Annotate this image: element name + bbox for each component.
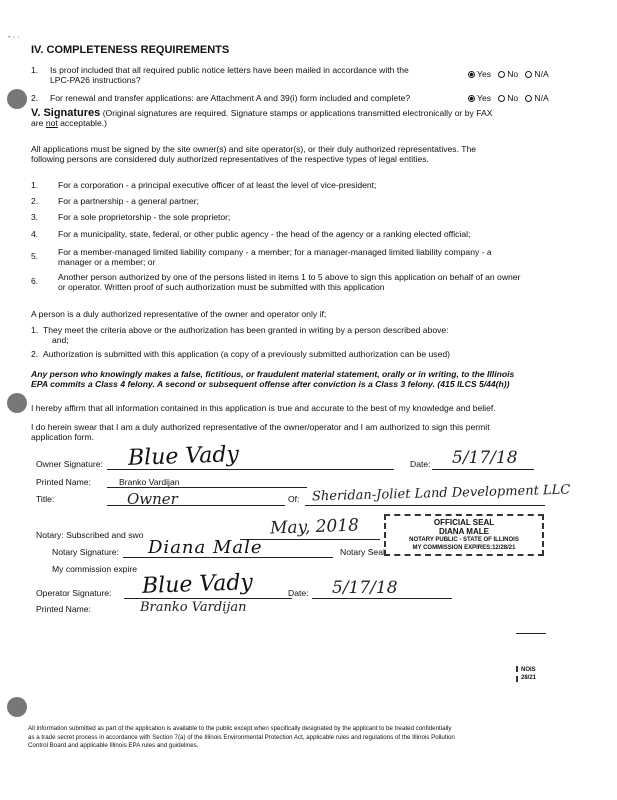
printed-name-label: Printed Name: — [36, 477, 91, 487]
of-label: Of: — [288, 494, 300, 504]
seal-fragment: NOIS 28/21 — [516, 666, 536, 682]
owner-signature-label: Owner Signature: — [36, 459, 103, 469]
yes-radio[interactable] — [468, 71, 475, 78]
no-radio[interactable] — [498, 71, 505, 78]
margin-rule — [516, 633, 546, 634]
operator-printed-name-label: Printed Name: — [36, 604, 91, 614]
notary-signature-label: Notary Signature: — [52, 547, 119, 557]
notary-signature[interactable]: Diana Male — [148, 537, 263, 558]
top-mark: - · · — [8, 32, 20, 41]
official-seal-stamp: OFFICIAL SEAL DIANA MALE NOTARY PUBLIC - STATE OF ILLINOIS MY COMMISSION EXPIRES:12/28/21 — [384, 514, 544, 556]
operator-signature[interactable]: Blue Vady — [141, 570, 254, 599]
owner-date-line — [432, 469, 534, 470]
punch-hole-bottom — [7, 697, 27, 717]
yes-radio[interactable] — [468, 95, 475, 102]
felony-warning: Any person who knowingly makes a false, fictitious, or fraudulent material statement, orally or in writing, to the Illinois EPA commits a Class 4 felony. A second or subsequent offense after conviction is a Class 3 felony. (415 ILCS 5/44(h)) — [31, 369, 515, 389]
notary-seal-label: Notary Seal — [340, 547, 385, 557]
operator-signature-label: Operator Signature: — [36, 588, 112, 598]
no-radio[interactable] — [498, 95, 505, 102]
owner-signature[interactable]: Blue Vady — [127, 442, 240, 471]
punch-hole-middle — [7, 393, 27, 413]
owner-date-label: Date: — [410, 459, 431, 469]
owner-date[interactable]: 5/17/18 — [452, 448, 518, 468]
operator-date-label: Date: — [288, 588, 309, 598]
title-label: Title: — [36, 494, 55, 504]
section-4-title: IV. COMPLETENESS REQUIREMENTS — [31, 44, 230, 56]
section-5-title: V. Signatures — [31, 107, 101, 119]
footer-notice: All information submitted as part of the application is available to the public except when specifically designated by the applicant to be treated confidentially as a trade secret process in accordance with Section 7(a) of the Illinois Environmental Protection Act, applicable rules and regulations of the Illinois Pollution Control Board and applicable Illinois EPA rules and guidelines. — [28, 725, 455, 749]
operator-printed-name-value[interactable]: Branko Vardijan — [140, 600, 247, 615]
operator-date[interactable]: 5/17/18 — [332, 578, 398, 598]
authorization-paragraph: All applications must be signed by the site owner(s) and site operator(s), or their duly authorized representatives. The following persons are considered duly authorized representatives of the respective types of legal entities. — [31, 144, 477, 164]
item-number: 2. — [31, 93, 39, 103]
of-line — [305, 505, 545, 506]
na-radio[interactable] — [525, 71, 532, 78]
na-radio[interactable] — [525, 95, 532, 102]
commission-label: My commission expire — [52, 564, 138, 574]
rep-requirements-intro: A person is a duly authorized representative of the owner and operator only if; — [31, 309, 327, 319]
section-5-intro: V. Signatures (Original signatures are required. Signature stamps or applications transmitted electronically or by FAX are not acceptable.) — [31, 107, 493, 128]
company-name[interactable]: Sheridan-Joliet Land Development LLC — [311, 482, 571, 505]
affirmation-statement: I hereby affirm that all information contained in this application is true and accurate to the best of my knowledge and belief. — [31, 403, 496, 413]
sworn-statement: I do herein swear that I am a duly authorized representative of the owner/operator and I am authorized to sign this permit application form. — [31, 422, 490, 442]
item-text: Is proof included that all required public notice letters have been mailed in accordance with the — [50, 65, 409, 75]
item-text: For renewal and transfer applications: are Attachment A and 39(i) form included and complete? — [50, 93, 411, 103]
item-number: 1. — [31, 65, 39, 75]
notary-subscribed-label: Notary: Subscribed and swo — [36, 530, 144, 540]
punch-hole-top — [7, 89, 27, 109]
printed-name-line — [107, 487, 307, 488]
title-value[interactable]: Owner — [127, 490, 178, 508]
item-text-cont: LPC-PA26 instructions? — [50, 75, 141, 85]
printed-name-value[interactable]: Branko Vardijan — [119, 477, 180, 487]
notary-month[interactable]: May, 2018 — [269, 515, 360, 539]
operator-date-line — [312, 598, 452, 599]
